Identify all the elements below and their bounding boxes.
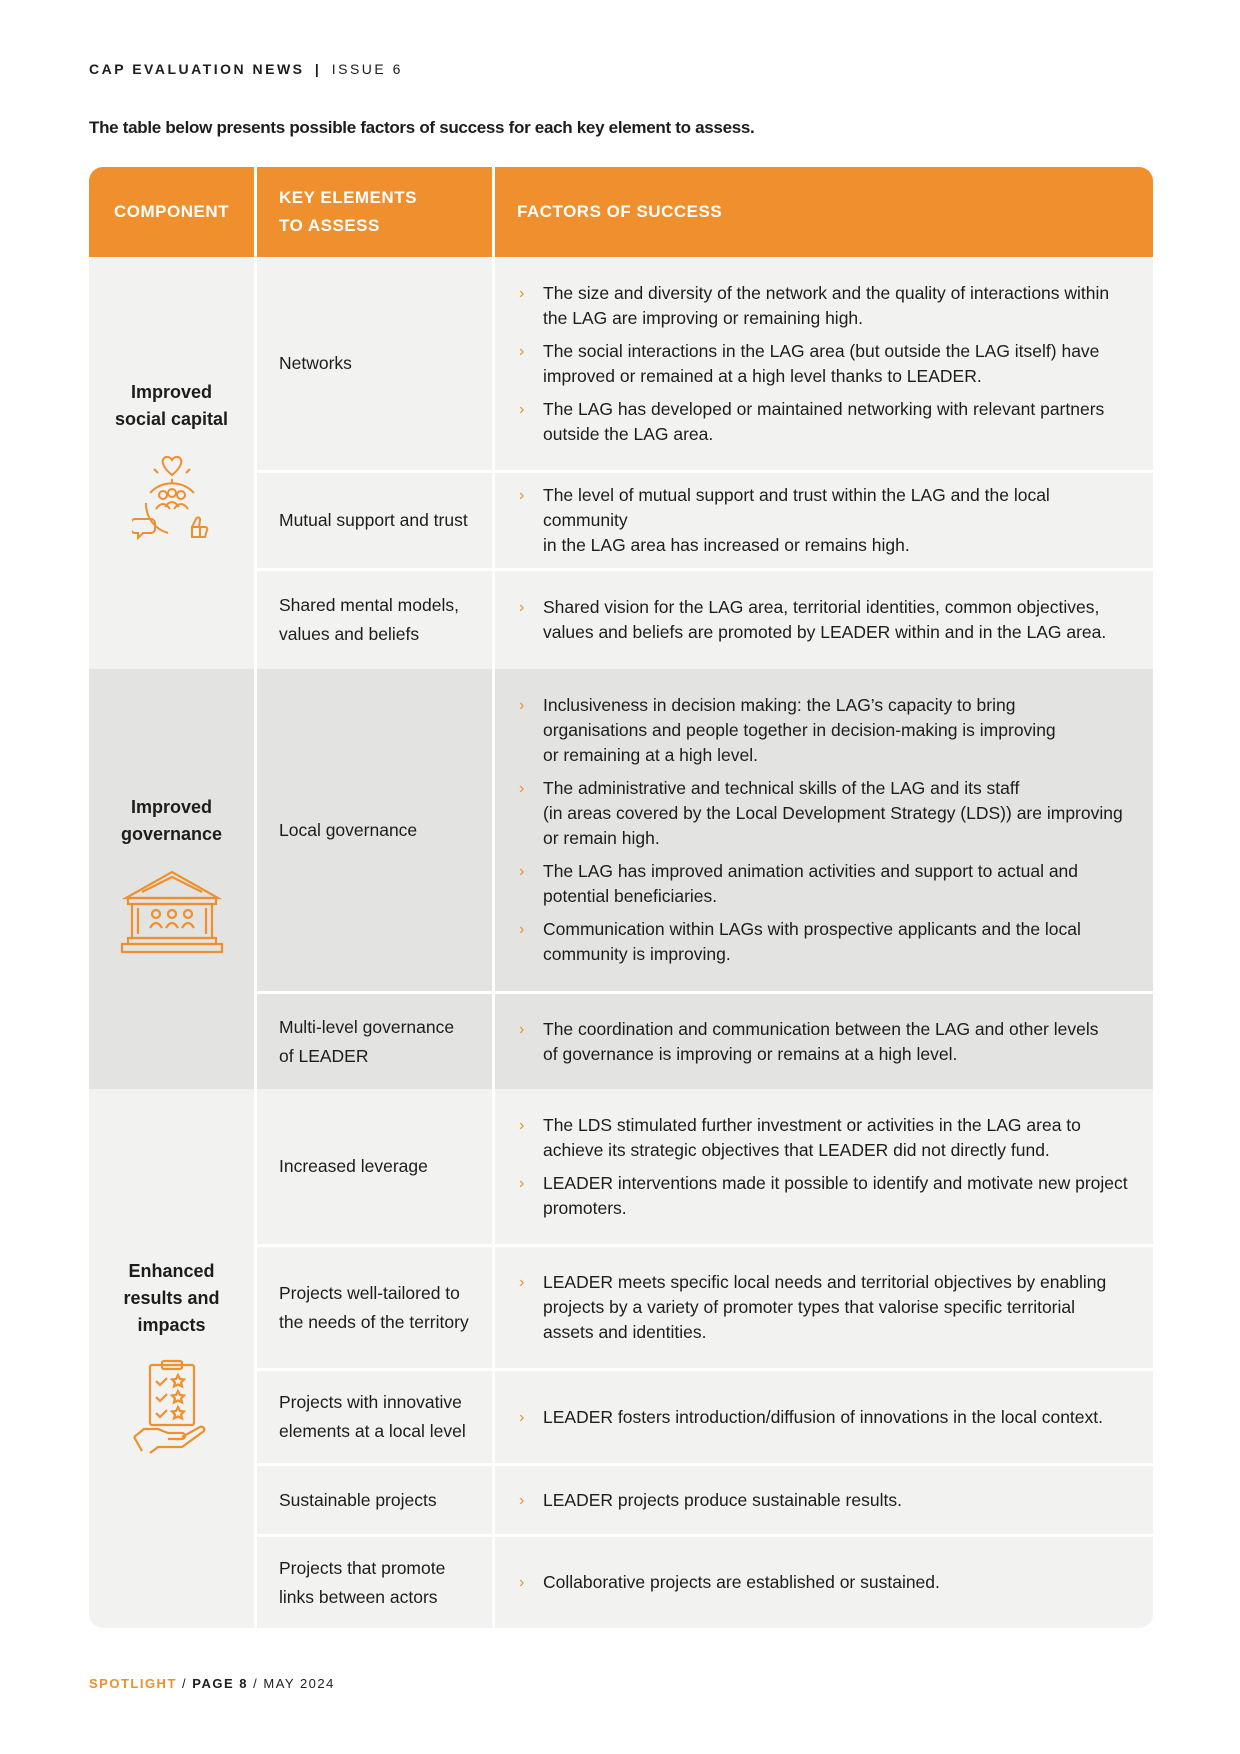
column-header-key-elements-label: KEY ELEMENTS TO ASSESS (279, 188, 417, 235)
key-element: Projects well-tailored to the needs of the territory (257, 1247, 495, 1368)
group-rows (257, 257, 1153, 669)
factor-text: Communication within LAGs with prospective applicants and the local community is improving. (543, 919, 1081, 964)
chevron-right-icon: › (519, 1491, 525, 1509)
factors-cell (495, 257, 1153, 470)
factor-item (519, 1405, 1137, 1430)
chevron-right-icon: › (519, 921, 525, 938)
key-element: Local governance (257, 669, 495, 991)
factor-item (519, 1017, 1137, 1067)
factor-item (519, 1113, 1137, 1163)
factors-cell (495, 1247, 1153, 1368)
factors-cell (495, 669, 1153, 991)
component-cell (89, 669, 257, 1089)
chevron-right-icon: › (519, 342, 525, 360)
factors-cell (495, 1537, 1153, 1628)
factor-text: LEADER meets specific local needs and territorial objectives by enabling projects by a variety of promoter types that valorise specific territorial assets and identities. (543, 1272, 1107, 1342)
chevron-right-icon: › (519, 1274, 525, 1291)
factor-item (519, 1171, 1137, 1221)
chevron-right-icon: › (519, 780, 525, 797)
factors-cell (495, 1466, 1153, 1534)
component-title: Improved governance (120, 796, 223, 844)
factor-item (519, 859, 1137, 909)
factor-item (519, 281, 1137, 331)
factor-text: The LDS stimulated further investment or activities in the LAG area to achieve its strategic objectives that LEADER did not directly fund. (543, 1114, 1081, 1160)
table-row (257, 1463, 1153, 1534)
table-row (257, 470, 1153, 568)
factor-text: The administrative and technical skills of the LAG and its staff (in areas covered by the Local Development Strategy (LDS)) are improving or remain high. (543, 778, 1123, 848)
social-capital-icon (132, 453, 212, 548)
checklist-hand-icon (132, 1359, 212, 1460)
key-element: Mutual support and trust (257, 473, 495, 568)
chevron-right-icon: › (519, 487, 525, 504)
chevron-right-icon: › (519, 599, 525, 616)
page-footer (89, 1676, 335, 1691)
factor-item (519, 1488, 1137, 1513)
factor-item (519, 339, 1137, 389)
factors-cell (495, 571, 1153, 669)
factor-item (519, 483, 1137, 558)
factors-cell (495, 1089, 1153, 1244)
chevron-right-icon: › (519, 1020, 525, 1038)
key-element: Projects that promote links between actors (257, 1537, 495, 1628)
key-element: Networks (257, 257, 495, 470)
factor-item (519, 917, 1137, 967)
key-element: Sustainable projects (257, 1466, 495, 1534)
factor-text: Inclusiveness in decision making: the LAG’s capacity to bring organisations and people together in decision-making is improving or remaining at a high level. (543, 695, 1056, 765)
factor-item (519, 1270, 1137, 1345)
table-header (89, 167, 1153, 257)
table-row (257, 1089, 1153, 1244)
component-title: Improved social capital (114, 381, 229, 429)
factor-item (519, 693, 1137, 768)
factor-item (519, 776, 1137, 851)
column-header-key-elements (257, 167, 495, 257)
factors-cell (495, 994, 1153, 1089)
group-rows (257, 1089, 1153, 1628)
key-element: Increased leverage (257, 1089, 495, 1244)
group-rows (257, 669, 1153, 1089)
factor-text: Collaborative projects are established or sustained. (543, 1572, 940, 1592)
publication-name: CAP EVALUATION NEWS (89, 61, 305, 77)
footer-date: MAY 2024 (263, 1676, 335, 1691)
table-row (257, 1368, 1153, 1463)
factor-text: The LAG has improved animation activities and support to actual and potential beneficiaries. (543, 861, 1079, 906)
factor-text: The coordination and communication between the LAG and other levels of governance is improving or remains at a high level. (543, 1018, 1099, 1064)
column-header-factors: FACTORS OF SUCCESS (517, 202, 723, 221)
chevron-right-icon: › (519, 284, 525, 302)
footer-page-number: PAGE 8 (192, 1676, 248, 1691)
factor-text: LEADER interventions made it possible to identify and motivate new project promoters. (543, 1172, 1128, 1218)
success-factors-table (89, 167, 1153, 1628)
chevron-right-icon: › (519, 1116, 525, 1134)
factor-text: The LAG has developed or maintained networking with relevant partners outside the LAG area. (543, 398, 1105, 444)
factor-item (519, 1570, 1137, 1595)
header-separator: | (314, 61, 322, 77)
chevron-right-icon: › (519, 1408, 525, 1426)
factor-text: Shared vision for the LAG area, territorial identities, common objectives, values and beliefs are promoted by LEADER within and in the LAG area. (543, 597, 1107, 642)
factor-text: The size and diversity of the network and the quality of interactions within the LAG are improving or remaining high. (543, 282, 1110, 328)
chevron-right-icon: › (519, 863, 525, 880)
component-title: Enhanced results and impacts (123, 1260, 220, 1335)
footer-separator: / (182, 1676, 188, 1691)
table-row (257, 1534, 1153, 1628)
intro-text: The table below presents possible factors of success for each key element to assess. (89, 118, 755, 137)
table-row (257, 669, 1153, 991)
group-governance (89, 669, 1153, 1089)
table-row (257, 568, 1153, 669)
chevron-right-icon: › (519, 400, 525, 418)
table-row (257, 257, 1153, 470)
factor-item (519, 397, 1137, 447)
key-element: Shared mental models, values and beliefs (257, 571, 495, 669)
group-social-capital (89, 257, 1153, 669)
factors-cell (495, 473, 1153, 568)
footer-separator: / (253, 1676, 259, 1691)
table-row (257, 991, 1153, 1089)
chevron-right-icon: › (519, 1174, 525, 1192)
issue-number: ISSUE 6 (331, 61, 403, 77)
chevron-right-icon: › (519, 1574, 525, 1591)
table-row (257, 1244, 1153, 1368)
factor-text: The social interactions in the LAG area (but outside the LAG itself) have improved or remained at a high level thanks to LEADER. (543, 340, 1100, 386)
page-header (89, 61, 403, 77)
factor-text: LEADER fosters introduction/diffusion of innovations in the local context. (543, 1406, 1103, 1427)
factor-item (519, 595, 1137, 645)
key-element: Projects with innovative elements at a local level (257, 1371, 495, 1463)
chevron-right-icon: › (519, 697, 525, 714)
component-cell (89, 1089, 257, 1628)
group-results-impacts (89, 1089, 1153, 1628)
factors-cell (495, 1371, 1153, 1463)
column-header-component: COMPONENT (89, 167, 257, 257)
factor-text: The level of mutual support and trust within the LAG and the local community in the LAG area has increased or remains high. (543, 485, 1050, 555)
footer-section: SPOTLIGHT (89, 1676, 177, 1691)
key-element: Multi-level governance of LEADER (257, 994, 495, 1089)
governance-building-icon (120, 868, 224, 965)
component-cell (89, 257, 257, 669)
factor-text: LEADER projects produce sustainable results. (543, 1489, 902, 1510)
